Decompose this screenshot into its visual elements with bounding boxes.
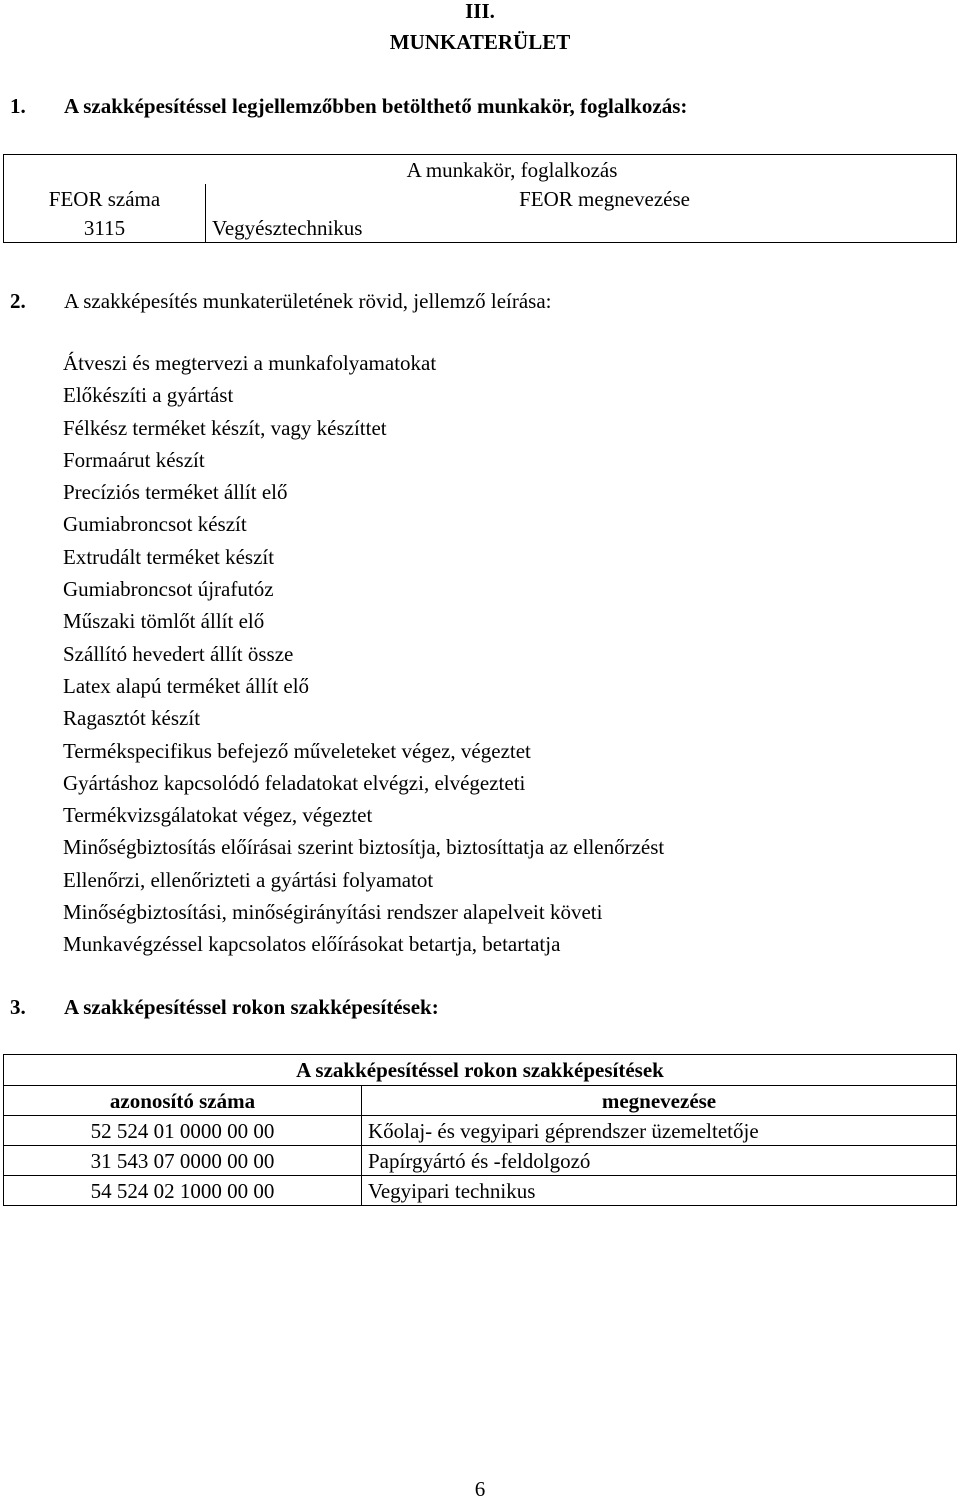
list-item: Gumiabroncsot készít [63, 512, 247, 537]
feor-table [3, 154, 957, 243]
related-table-caption-row [4, 1055, 957, 1086]
section-2-heading [10, 287, 552, 315]
related-name-cell: Vegyipari technikus [362, 1176, 957, 1206]
related-id-cell: 54 524 02 1000 00 00 [4, 1176, 362, 1206]
table-row [4, 1146, 957, 1176]
related-id-cell: 52 524 01 0000 00 00 [4, 1116, 362, 1146]
page-number: 6 [474, 1477, 486, 1501]
related-name-cell: Kőolaj- és vegyipari géprendszer üzemeltetője [362, 1116, 957, 1146]
list-item: Előkészíti a gyártást [63, 383, 234, 408]
related-id-cell: 31 543 07 0000 00 00 [4, 1146, 362, 1176]
feor-name-cell: Vegyésztechnikus [206, 213, 957, 243]
chapter-title: MUNKATERÜLET [389, 30, 571, 54]
feor-table-caption-row [4, 155, 957, 185]
feor-code-cell: 3115 [4, 213, 206, 243]
section-2-title: A szakképesítés munkaterületének rövid, jellemző leírása: [64, 289, 552, 313]
section-1-title: A szakképesítéssel legjellemzőbben betölthető munkakör, foglalkozás: [64, 94, 688, 118]
table-row [4, 213, 957, 243]
section-3-number: 3. [10, 995, 26, 1019]
list-item: Munkavégzéssel kapcsolatos előírásokat betartja, betartatja [63, 932, 561, 957]
list-item: Ellenőrzi, ellenőrizteti a gyártási folyamatot [63, 867, 434, 892]
related-table-header-row [4, 1086, 957, 1116]
related-name-cell: Papírgyártó és -feldolgozó [362, 1146, 957, 1176]
list-item: Félkész terméket készít, vagy készíttet [63, 415, 387, 440]
list-item: Ragasztót készít [63, 706, 201, 731]
section-3-heading [10, 993, 439, 1021]
list-item: Formaárut készít [63, 447, 205, 472]
list-item: Szállító hevedert állít össze [63, 641, 294, 666]
feor-code-header: FEOR száma [4, 184, 206, 213]
list-item: Latex alapú terméket állít elő [63, 673, 310, 698]
feor-name-header: FEOR megnevezése [206, 184, 957, 213]
list-item: Gumiabroncsot újrafutóz [63, 577, 274, 602]
list-item: Precíziós terméket állít elő [63, 480, 288, 505]
list-item: Átveszi és megtervezi a munkafolyamatokat [63, 351, 437, 375]
list-item: Termékvizsgálatokat végez, végeztet [63, 803, 373, 828]
table-row [4, 1116, 957, 1146]
list-item: Minőségbiztosítás előírásai szerint biztosítja, biztosíttatja az ellenőrzést [63, 835, 665, 860]
table-row [4, 1176, 957, 1206]
list-item: Gyártáshoz kapcsolódó feladatokat elvégzi, elvégezteti [63, 770, 526, 795]
related-table-caption: A szakképesítéssel rokon szakképesítések [4, 1055, 957, 1086]
section-3-title: A szakképesítéssel rokon szakképesítések: [64, 995, 439, 1019]
list-item: Extrudált terméket készít [63, 544, 275, 569]
related-qualifications-table [3, 1054, 957, 1206]
section-1-number: 1. [10, 94, 26, 118]
related-id-header: azonosító száma [4, 1086, 362, 1116]
duty-list [63, 347, 664, 961]
feor-table-header-row [4, 184, 957, 213]
list-item: Termékspecifikus befejező műveleteket végez, végeztet [63, 738, 531, 763]
roman-numeral: III. [465, 0, 495, 23]
related-name-header: megnevezése [362, 1086, 957, 1116]
list-item: Műszaki tömlőt állít elő [63, 609, 265, 634]
list-item: Minőségbiztosítási, minőségirányítási rendszer alapelveit követi [63, 900, 603, 925]
section-1-heading [10, 92, 687, 120]
feor-table-caption: A munkakör, foglalkozás [4, 155, 957, 185]
section-2-number: 2. [10, 289, 26, 313]
